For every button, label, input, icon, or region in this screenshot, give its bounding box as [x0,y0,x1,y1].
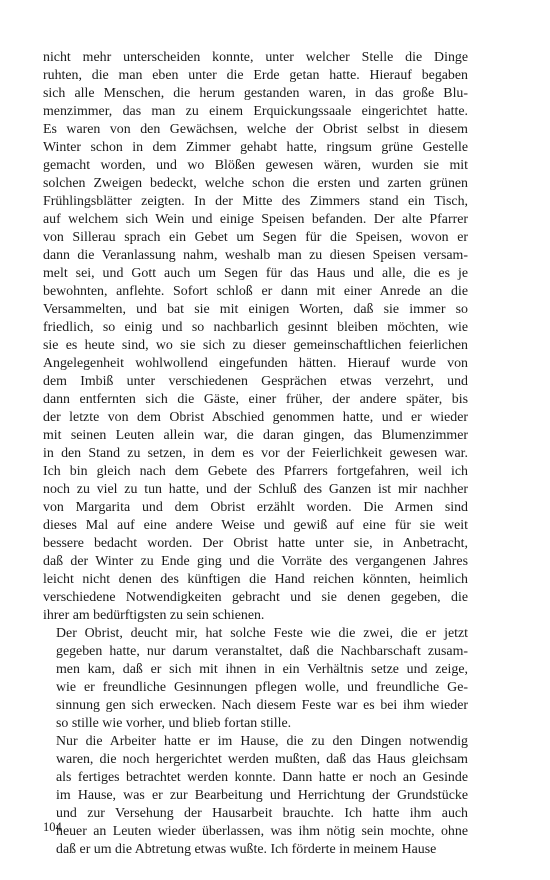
text-line: wie er freundliche Gesinnungen pflegen wolle, und freundliche Ge- [56,680,468,695]
text-line: Ich bin gleich nach dem Gebete des Pfarrers fortgefahren, weil ich [43,464,468,479]
text-line: sich alle Menschen, die herum gestanden waren, in das große Blu- [43,86,468,101]
text-line: als fertiges betrachtet werden konnte. Dann hatte er noch an Gesinde [56,770,468,785]
text-line: solchen Zweigen bedeckt, welche schon die ersten und zarten grünen [43,176,468,191]
text-line: heuer an Leuten wieder überlassen, was ihm nötig sein mochte, ohne [56,824,468,839]
page-number: 104 [43,820,62,834]
text-line: Nur die Arbeiter hatte er im Hause, die zu den Dingen notwendig [56,734,468,749]
text-line: Der Obrist, deucht mir, hat solche Feste wie die zwei, die er jetzt [56,626,468,641]
text-line: menzimmer, das man zu einem Erquickungssaale eingerichtet hatte. [43,104,468,119]
text-line: der letzte von dem Obrist Abschied genommen hatte, und er wieder [43,410,468,425]
text-line: so stille wie vorher, und blieb fortan stille. [56,716,292,731]
text-line: leicht nicht denen des künftigen die Hand reichen könnten, heimlich [43,572,468,587]
text-line: Es waren von den Gewächsen, welche der Obrist selbst in diesem [43,122,468,137]
text-line: dann die Veranlassung nahm, weshalb man zu diesen Speisen versam- [43,248,468,263]
text-line: mit seinen Leuten allein war, die daran gingen, das Blumenzimmer [43,428,468,443]
text-line: und zur Versehung der Hausarbeit brauchte. Ich hatte ihm auch [56,806,468,821]
text-line: Angelegenheit wohlwollend eingefunden hätten. Hierauf wurde von [43,356,468,371]
text-line: bewohnten, anflehte. Sofort schloß er dann mit einer Anrede an die [43,284,468,299]
text-line: gegeben hatte, nur darum veranstaltet, daß die Nachbarschaft zusam- [56,644,468,659]
text-line: im Hause, was er zur Bearbeitung und Herrichtung der Grundstücke [56,788,468,803]
text-line: auf welchem sich Wein und einige Speisen befanden. Der alte Pfarrer [43,212,468,227]
text-line: friedlich, so einig und so nachbarlich gesinnt bleiben möchten, wie [43,320,468,335]
text-line: daß der Winter zu Ende ging und die Vorräte des vergangenen Jahres [43,554,468,569]
text-line: bessere bedacht worden. Der Obrist hatte unter sie, in Anbetracht, [43,536,468,551]
text-line: von Margarita und dem Obrist erzählt worden. Die Armen sind [43,500,468,515]
paragraph [43,733,468,859]
text-line: dieses Mal auf eine andere Weise und gewiß auf eine für sie weit [43,518,468,533]
text-line: in den Stand zu setzen, in dem es vor der Feierlichkeit gewesen war. [43,446,468,461]
text-line: gemacht worden, und wo Blößen gewesen wären, wurden sie mit [43,158,468,173]
text-line: Versammelten, und bat sie mit einigen Worten, daß sie immer so [43,302,468,317]
text-line: nicht mehr unterscheiden konnte, unter welcher Stelle die Dinge [43,50,468,65]
text-line: noch zu viel zu tun hatte, und der Schluß des Ganzen ist mir nachher [43,482,468,497]
text-line: Frühlingsblätter zeigten. In der Mitte des Zimmers stand ein Tisch, [43,194,468,209]
text-line: melt sei, und Gott auch um Segen für das Haus und alle, die es je [43,266,468,281]
paragraph [43,49,468,625]
text-line: ihrer am bedürftigsten zu sein schienen. [43,608,265,623]
paragraph [43,625,468,733]
text-line: waren, die noch hergerichtet werden mußten, daß das Haus gleichsam [56,752,468,767]
text-line: daß er um die Abtretung etwas wußte. Ich förderte in meinem Hause [56,842,437,857]
text-line: sinnung gen sich erwecken. Nach diesem Feste war es bei ihm wieder [56,698,468,713]
text-line: ruhten, die man eben unter die Erde getan hatte. Hierauf begaben [43,68,468,83]
text-line: Winter schon in dem Zimmer gehabt hatte, ringsum grüne Gestelle [43,140,468,155]
text-line: sie es heute sind, wo sie sich zu dieser gemeinschaftlichen feierlichen [43,338,468,353]
text-line: verschiedene Notwendigkeiten gebracht und sie denen gegeben, die [43,590,468,605]
text-line: men kam, daß er sich mit ihnen in ein Verhältnis setze und zeige, [56,662,468,677]
page-text-block [43,49,468,859]
text-line: von Sillerau sprach ein Gebet um Segen für die Speisen, wovon er [43,230,468,245]
text-line: dem Imbiß unter verschiedenen Gesprächen etwas verzehrt, und [43,374,468,389]
text-line: dann entfernten sich die Gäste, einer früher, der andere später, bis [43,392,468,407]
